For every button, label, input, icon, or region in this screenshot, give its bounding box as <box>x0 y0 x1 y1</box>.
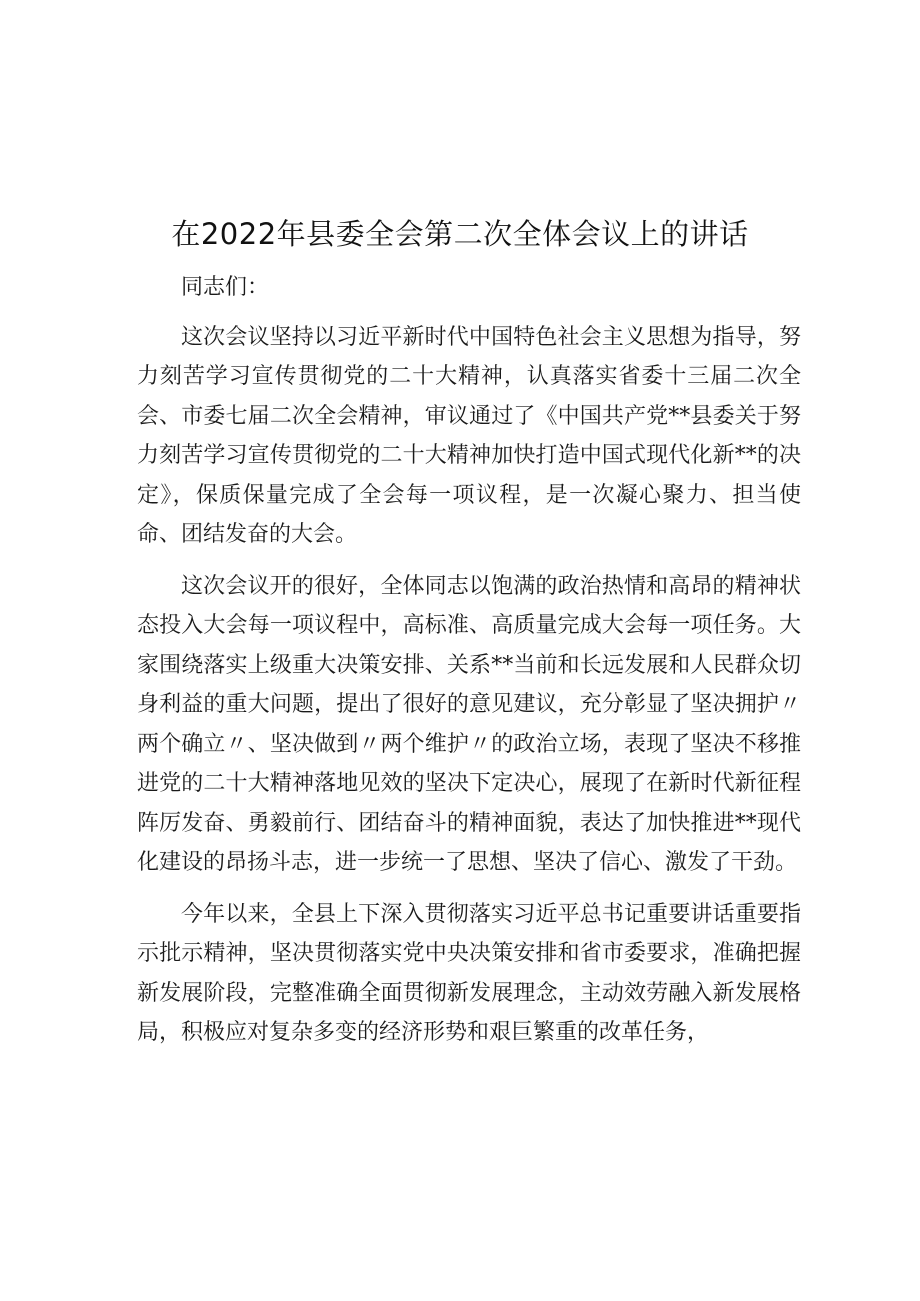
paragraph-1: 这次会议坚持以习近平新时代中国特色社会主义思想为指导，努力刻苦学习宣传贯彻党的二十大精神，认真落实省委十三届二次全会、市委七届二次全会精神，审议通过了《中国共产党**县委关于努力刻苦学习宣传贯彻党的二十大精神加快打造中国式现代化新**的决定》，保质保量完成了全会每一项议程，是一次凝心聚力、担当使命、团结发奋的大会。 <box>137 324 801 547</box>
salutation: 同志们： <box>181 275 270 300</box>
document-body <box>137 268 801 1065</box>
paragraph-3: 今年以来，全县上下深入贯彻落实习近平总书记重要讲话重要指示批示精神，坚决贯彻落实党中央决策安排和省市委要求，准确把握新发展阶段，完整准确全面贯彻新发展理念，主动效劳融入新发展格局，积极应对复杂多变的经济形势和艰巨繁重的改革任务， <box>137 901 801 1045</box>
paragraph-2: 这次会议开的很好，全体同志以饱满的政治热情和高昂的精神状态投入大会每一项议程中，高标准、高质量完成大会每一项任务。大家围绕落实上级重大决策安排、关系**当前和长远发展和人民群众切身利益的重大问题，提出了很好的意见建议，充分彰显了坚决拥护〃两个确立〃、坚决做到〃两个维护〃的政治立场，表现了坚决不移推进党的二十大精神落地见效的坚决下定决心，展现了在新时代新征程阵厉发奋、勇毅前行、团结奋斗的精神面貌，表达了加快推进**现代化建设的昂扬斗志，进一步统一了思想、坚决了信心、激发了干劲。 <box>137 573 801 875</box>
page-title: 在2022年县委全会第二次全体会议上的讲话 <box>171 217 749 251</box>
